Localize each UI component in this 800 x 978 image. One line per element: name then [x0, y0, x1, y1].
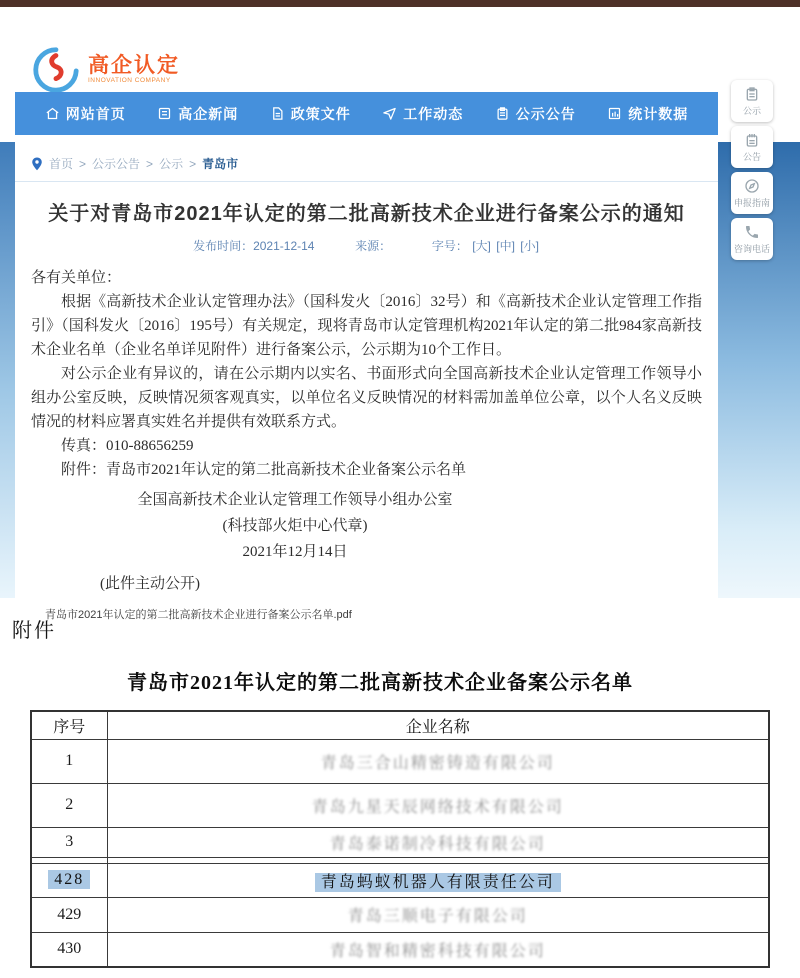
topbar	[0, 7, 800, 32]
attachment-line: 附件：青岛市2021年认定的第二批高新技术企业备案公示名单	[61, 462, 467, 478]
fontsize-label: 字号：	[431, 239, 468, 253]
notepad-icon	[744, 132, 760, 148]
sidebar-button-guide[interactable]: 申报指南	[731, 172, 773, 214]
location-pin-icon	[31, 157, 43, 171]
sidebar-button-gongshi[interactable]: 公示	[731, 80, 773, 122]
row-serial: 1	[31, 739, 107, 783]
brand-divider	[192, 50, 193, 88]
table-row	[31, 739, 769, 783]
nav-item-notices[interactable]: 公示公告	[495, 104, 576, 124]
logo-text-block[interactable]	[88, 54, 180, 84]
table-row	[31, 827, 769, 857]
signature-org: 全国高新技术企业认定管理工作领导小组办公室	[137, 492, 453, 508]
left-background-strip	[0, 142, 15, 598]
salutation: 各有关单位：	[31, 270, 122, 286]
search-input[interactable]	[542, 58, 738, 73]
table-header-row	[31, 711, 769, 739]
crumb-notices[interactable]: 公示公告	[92, 157, 141, 171]
home-icon	[45, 106, 60, 121]
logo-icon[interactable]	[26, 43, 84, 95]
company-name: 青岛三顺电子有限公司	[347, 908, 528, 925]
signature-date: 2021年12月14日	[242, 544, 348, 560]
nav-item-policy[interactable]: 政策文件	[270, 104, 351, 124]
source-label: 来源：	[355, 239, 392, 253]
compass-icon	[744, 178, 760, 194]
search-icon[interactable]	[738, 57, 755, 74]
publish-time-value: 2021-12-14	[253, 239, 315, 253]
crumb-qingdao[interactable]: 青岛市	[202, 157, 239, 171]
publish-time-label: 发布时间：	[193, 239, 254, 253]
paper-plane-icon	[382, 106, 397, 121]
row-serial: 428	[48, 870, 90, 889]
top-strip	[0, 0, 800, 7]
row-serial: 430	[31, 932, 107, 967]
site-title: 高新技术企业认定管理工作网	[208, 55, 586, 86]
main-nav	[15, 92, 718, 135]
attachment-table-title: 青岛市2021年认定的第二批高新技术企业备案公示名单	[127, 672, 633, 694]
logo-subtext: INNOVATION COMPANY	[88, 76, 171, 84]
link-favorite[interactable]: 加入收藏	[661, 17, 710, 31]
phone-icon	[744, 224, 760, 240]
content-panel	[15, 142, 718, 621]
table-row	[31, 932, 769, 967]
link-set-home[interactable]: 设为首页	[594, 17, 643, 31]
header-company: 企业名称	[107, 711, 769, 739]
logo-text: 高企认定	[88, 53, 180, 77]
crumb-gongshi[interactable]: 公示	[159, 157, 184, 171]
article-body	[31, 266, 702, 482]
side-quick-buttons	[731, 80, 773, 260]
pdf-attachment-link[interactable]: 青岛市2021年认定的第二批高新技术企业进行备案公示名单.pdf	[45, 609, 352, 621]
article-title: 关于对青岛市2021年认定的第二批高新技术企业进行备案公示的通知	[48, 203, 685, 225]
paragraph-2: 对公示企业有异议的，请在公示期内以实名、书面形式向全国高新技术企业认定管理工作领导小组办公室反映，反映情况须客观真实，以单位名义反映情况的材料需加盖单位公章，以个人名义反映情况的材料应署真实姓名并提供有效联系方式。	[31, 366, 702, 430]
paragraph-1: 根据《高新技术企业认定管理办法》（国科发火〔2016〕32号）和《高新技术企业认定管理工作指引》（国科发火〔2016〕195号）有关规定，现将青岛市认定管理机构2021年认定的第二批984家高新技术企业名单（企业名单详见附件）进行备案公示，公示期为10个工作日。	[31, 294, 702, 358]
attachment-label: 附件	[12, 620, 56, 642]
search-box	[540, 50, 718, 81]
company-name-highlighted: 青岛蚂蚁机器人有限责任公司	[315, 873, 561, 892]
fontsize-large-button[interactable]: [大]	[472, 239, 491, 253]
table-row	[31, 783, 769, 827]
company-name: 青岛智和精密科技有限公司	[329, 942, 546, 960]
link-torch-home[interactable]: 返回火炬中心首页	[479, 17, 576, 31]
link-separator: |	[650, 16, 654, 31]
fontsize-small-button[interactable]: [小]	[520, 239, 539, 253]
signature-block	[15, 487, 575, 565]
clipboard-icon	[495, 106, 510, 121]
row-serial: 3	[31, 827, 107, 857]
header-serial: 序号	[31, 711, 107, 739]
topbar-links	[479, 15, 710, 32]
row-serial: 429	[31, 897, 107, 932]
news-icon	[157, 106, 172, 121]
sidebar-button-phone[interactable]: 咨询电话	[731, 218, 773, 260]
article-meta	[15, 237, 718, 254]
attachment-document	[0, 598, 800, 978]
company-name: 青岛三合山精密铸造有限公司	[320, 754, 555, 772]
nav-item-news[interactable]: 高企新闻	[157, 104, 238, 124]
row-serial: 2	[31, 783, 107, 827]
sidebar-button-gonggao[interactable]: 公告	[731, 126, 773, 168]
link-separator: |	[583, 16, 587, 31]
signature-seal: (科技部火炬中心代章)	[222, 518, 368, 534]
fax-line: 传真：010-88656259	[61, 438, 194, 454]
nav-item-home[interactable]: 网站首页	[45, 104, 126, 124]
document-icon	[270, 106, 285, 121]
nav-item-stats[interactable]: 统计数据	[607, 104, 688, 124]
table-row	[31, 897, 769, 932]
table-row-highlighted	[31, 863, 769, 897]
breadcrumb: 首页 > 公示公告 > 公示 > 青岛市	[15, 142, 718, 182]
company-name: 青岛泰诺制冷科技有限公司	[329, 835, 546, 853]
disclosure-note: (此件主动公开)	[100, 576, 200, 592]
company-table	[30, 710, 770, 968]
fontsize-medium-button[interactable]: [中]	[496, 239, 515, 253]
chart-icon	[607, 106, 622, 121]
date-text: 2022年2月8日 星期二	[25, 17, 141, 31]
crumb-home[interactable]: 首页	[49, 157, 74, 171]
company-name: 青岛九星天辰网络技术有限公司	[311, 798, 564, 816]
nav-item-worknews[interactable]: 工作动态	[382, 104, 463, 124]
clipboard-icon	[744, 86, 760, 102]
